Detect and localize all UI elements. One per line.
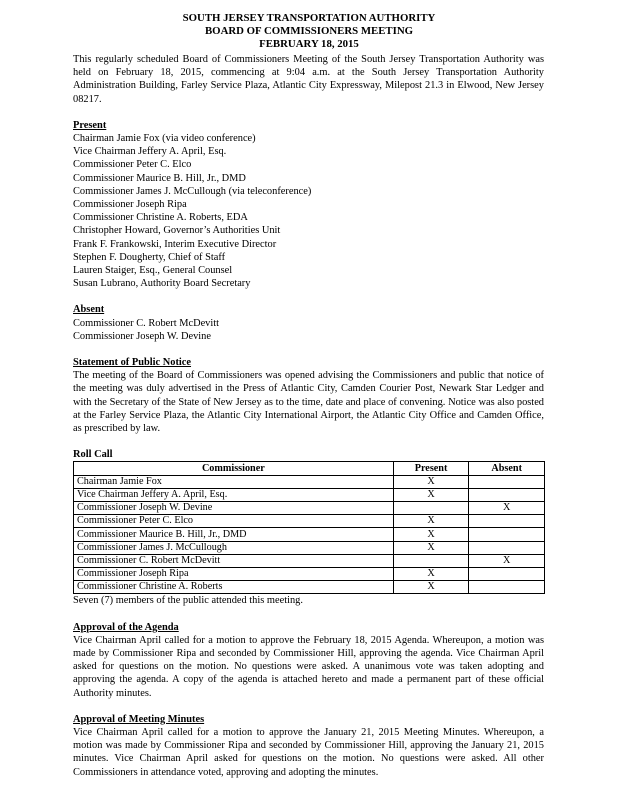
commissioner-cell: Chairman Jamie Fox [74,475,394,488]
list-item: Commissioner Christine A. Roberts, EDA [73,212,248,224]
roll-call-note: Seven (7) members of the public attended this meeting. [73,595,303,607]
absent-cell: X [469,554,545,567]
list-item: Stephen F. Dougherty, Chief of Staff [73,251,226,263]
list-item: Commissioner Peter C. Elco [73,159,192,171]
absent-heading: Absent [73,304,105,316]
table-row [74,581,545,594]
absent-cell [469,541,545,554]
list-item: Commissioner James J. McCullough (via teleconference) [73,185,312,197]
table-header-row [74,462,545,475]
list-item: Susan Lubrano, Authority Board Secretary [73,278,251,290]
commissioner-cell: Commissioner C. Robert McDevitt [74,554,394,567]
present-cell: X [393,515,469,528]
public-notice-paragraph: The meeting of the Board of Commissioners was opened advising the Commissioners and public that notice of the meeting was duly advertised in the Press of Atlantic City, Camden Courier Post, Newark Star Ledger and with the Secretary of the State of New Jersey as to the time, date and place of convening. Notice was also posted at the Farley Service Plaza, the Atlantic City International Airport, the Atlantic City Office and Camden Office, as prescribed by law. [73,370,544,435]
present-cell: X [393,581,469,594]
table-row [74,567,545,580]
present-cell: X [393,541,469,554]
document-header [0,0,618,51]
absent-cell [469,488,545,501]
column-header-present: Present [393,462,469,475]
commissioner-cell: Commissioner James J. McCullough [74,541,394,554]
minutes-heading: Approval of Meeting Minutes [73,713,205,725]
commissioner-cell: Commissioner Peter C. Elco [74,515,394,528]
present-cell: X [393,567,469,580]
table-row [74,488,545,501]
absent-cell [469,567,545,580]
table-row [74,475,545,488]
absent-cell: X [469,502,545,515]
absent-list [73,317,544,343]
present-cell: X [393,528,469,541]
commissioner-cell: Commissioner Maurice B. Hill, Jr., DMD [74,528,394,541]
present-cell: X [393,488,469,501]
absent-cell [469,581,545,594]
commissioner-cell: Commissioner Joseph Ripa [74,567,394,580]
agenda-paragraph: Vice Chairman April called for a motion to approve the February 18, 2015 Agenda. Whereupon, a motion was made by Commissioner Ripa and seconded by Commissioner Hill, approving the agenda. Vice Chairman April asked for questions on the motion. No questions were asked. A unanimous vote was taken adopting and approving the agenda. A copy of the agenda is attached hereto and made a permanent part of these official Authority minutes. [73,634,544,699]
present-cell: X [393,475,469,488]
list-item: Vice Chairman Jeffery A. April, Esq. [73,146,227,158]
intro-paragraph: This regularly scheduled Board of Commissioners Meeting of the South Jersey Transportation Authority was held on February 18, 2015, commencing at 9:04 a.m. at the South Jersey Transportation Authority Administration Building, Farley Service Plaza, Atlantic City Expressway, Milepost 21.3 in Elwood, New Jersey 08217. [73,54,544,105]
public-notice-heading: Statement of Public Notice [73,357,192,369]
absent-cell [469,515,545,528]
list-item: Commissioner Joseph Ripa [73,199,187,211]
table-row [74,515,545,528]
column-header-commissioner: Commissioner [74,462,394,475]
column-header-absent: Absent [469,462,545,475]
list-item: Frank F. Frankowski, Interim Executive Director [73,238,277,250]
present-heading: Present [73,119,107,131]
commissioner-cell: Commissioner Joseph W. Devine [74,502,394,515]
minutes-paragraph: Vice Chairman April called for a motion to approve the January 21, 2015 Meeting Minutes. Whereupon, a motion was made by Commissioner Ripa and seconded by Commissioner Hill, approving the January 21, 2015 minutes. Vice Chairman April asked for questions on the motion. No questions were asked. All other Commissioners in attendance voted, approving and adopting the minutes. [73,726,544,778]
absent-cell [469,528,545,541]
list-item: Lauren Staiger, Esq., General Counsel [73,265,233,277]
list-item: Commissioner Joseph W. Devine [73,330,211,342]
list-item: Commissioner C. Robert McDevitt [73,317,220,329]
roll-call-table [73,461,545,594]
absent-cell [469,475,545,488]
document-body [73,53,544,779]
header-title: SOUTH JERSEY TRANSPORTATION AUTHORITY [182,12,436,24]
list-item: Chairman Jamie Fox (via video conference) [73,133,256,145]
table-row [74,541,545,554]
roll-call-heading: Roll Call [73,449,113,461]
commissioner-cell: Vice Chairman Jeffery A. April, Esq. [74,488,394,501]
header-subtitle: BOARD OF COMMISSIONERS MEETING [204,25,414,37]
table-row [74,528,545,541]
present-list [73,132,544,290]
list-item: Commissioner Maurice B. Hill, Jr., DMD [73,172,246,184]
present-cell [393,502,469,515]
list-item: Christopher Howard, Governor’s Authorities Unit [73,225,281,237]
table-row [74,502,545,515]
commissioner-cell: Commissioner Christine A. Roberts [74,581,394,594]
table-row [74,554,545,567]
agenda-heading: Approval of the Agenda [73,621,179,633]
present-cell [393,554,469,567]
header-date: FEBRUARY 18, 2015 [259,38,359,50]
